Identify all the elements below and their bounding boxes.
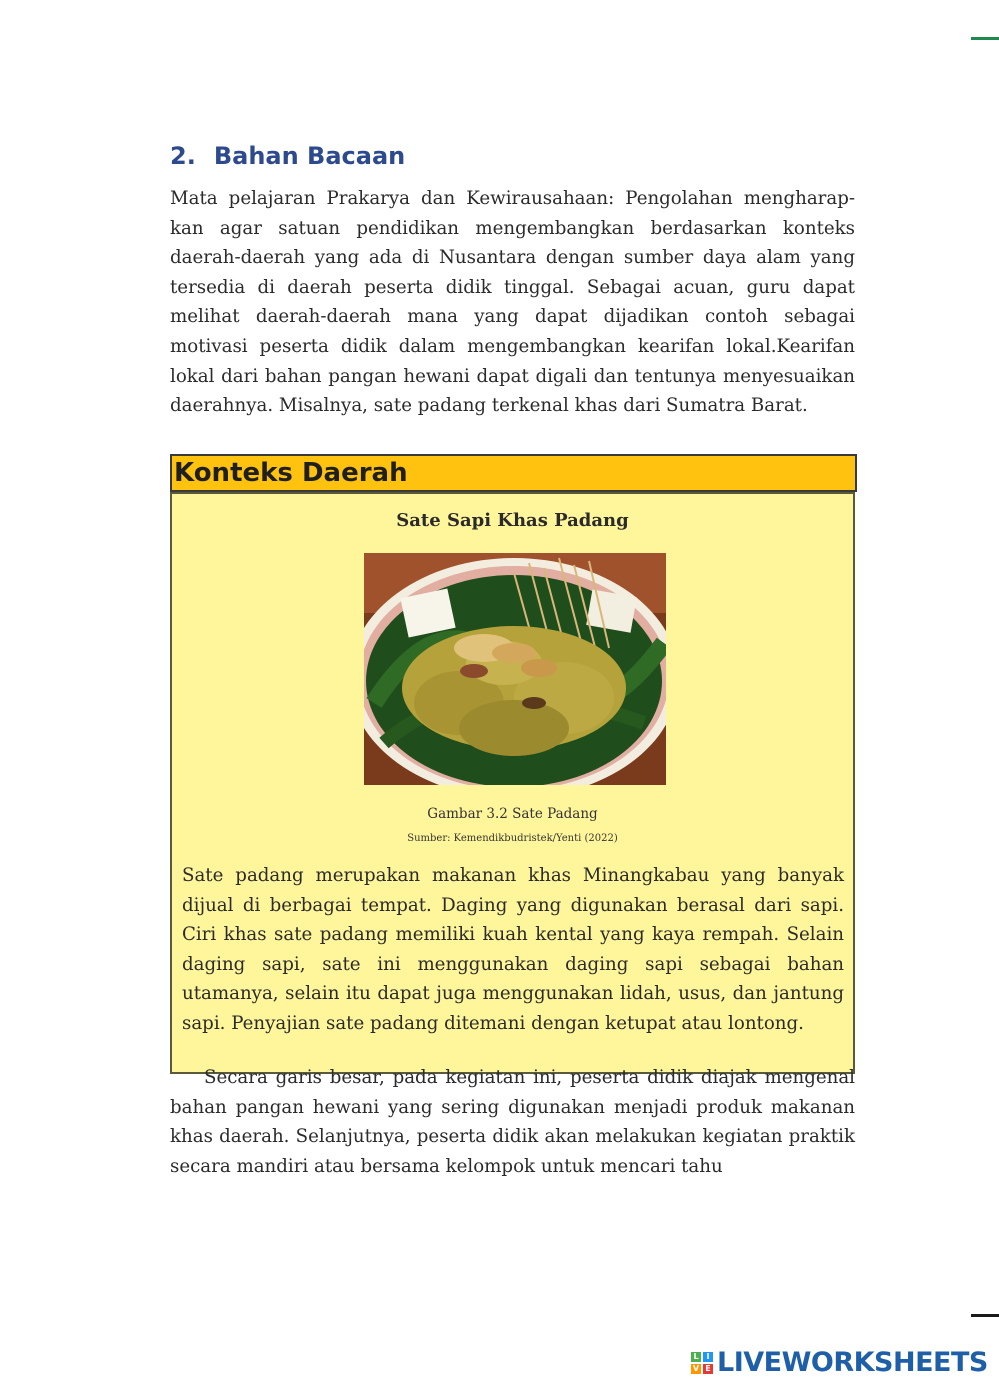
section-heading (170, 142, 405, 170)
section-title: Bahan Bacaan (213, 142, 406, 170)
logo-letter-i: I (703, 1352, 713, 1362)
section-number: 2. (170, 142, 196, 170)
outro-paragraph: Secara garis besar, pada kegiatan ini, peserta didik diajak mengenal bahan pangan hewani yang sering digunakan menjadi produk makanan khas daerah. Selanjutnya, peserta didik akan melakukan kegiatan praktik secara mandiri atau bersama kelompok untuk mencari tahu (170, 1067, 855, 1177)
context-box-header: Konteks Daerah (170, 454, 857, 492)
figure-source: Sumber: Kemendikbudristek/Yenti (2022) (407, 833, 618, 844)
intro-paragraph: Mata pelajaran Prakarya dan Kewirausahaan: Pengolahan mengharap-kan agar satuan pendidikan mengembangkan berdasarkan konteks daerah-daerah yang ada di Nusantara dengan sumber daya alam yang tersedia di daerah peserta didik tinggal. Sebagai acuan, guru dapat melihat daerah-daerah mana yang dapat dijadikan contoh sebagai motivasi peserta didik dalam mengembangkan kearifan lokal.Kearifan lokal dari bahan pangan hewani dapat digali dan tentunya menyesuaikan daerahnya. Misalnya, sate padang terkenal khas dari Sumatra Barat. (170, 188, 855, 417)
logo-letter-v: V (692, 1363, 700, 1373)
liveworksheets-logo[interactable] (691, 1347, 988, 1378)
logo-letter-e: E (703, 1364, 713, 1374)
page-corner-mark-bottom (971, 1314, 999, 1317)
context-box (170, 492, 855, 1074)
outro-paragraph-wrapper (170, 1063, 855, 1181)
logo-text: LIVEWORKSHEETS (717, 1347, 988, 1378)
figure-caption: Gambar 3.2 Sate Padang (427, 806, 598, 822)
context-box-title: Sate Sapi Khas Padang (396, 510, 629, 531)
page-corner-mark-top (971, 37, 999, 40)
logo-grid-icon (691, 1352, 713, 1374)
sate-padang-photo (364, 553, 666, 785)
context-box-body: Sate padang merupakan makanan khas Minangkabau yang banyak dijual di berbagai tempat. Daging yang digunakan berasal dari sapi. Ciri khas sate padang memiliki kuah kental yang kaya rempah. Selain daging sapi, sate ini menggunakan daging sapi sebagai bahan utamanya, selain itu dapat juga menggunakan lidah, usus, dan jantung sapi. Penyajian sate padang ditemani dengan ketupat atau lontong. (182, 865, 844, 1034)
logo-letter-l: L (691, 1352, 701, 1362)
